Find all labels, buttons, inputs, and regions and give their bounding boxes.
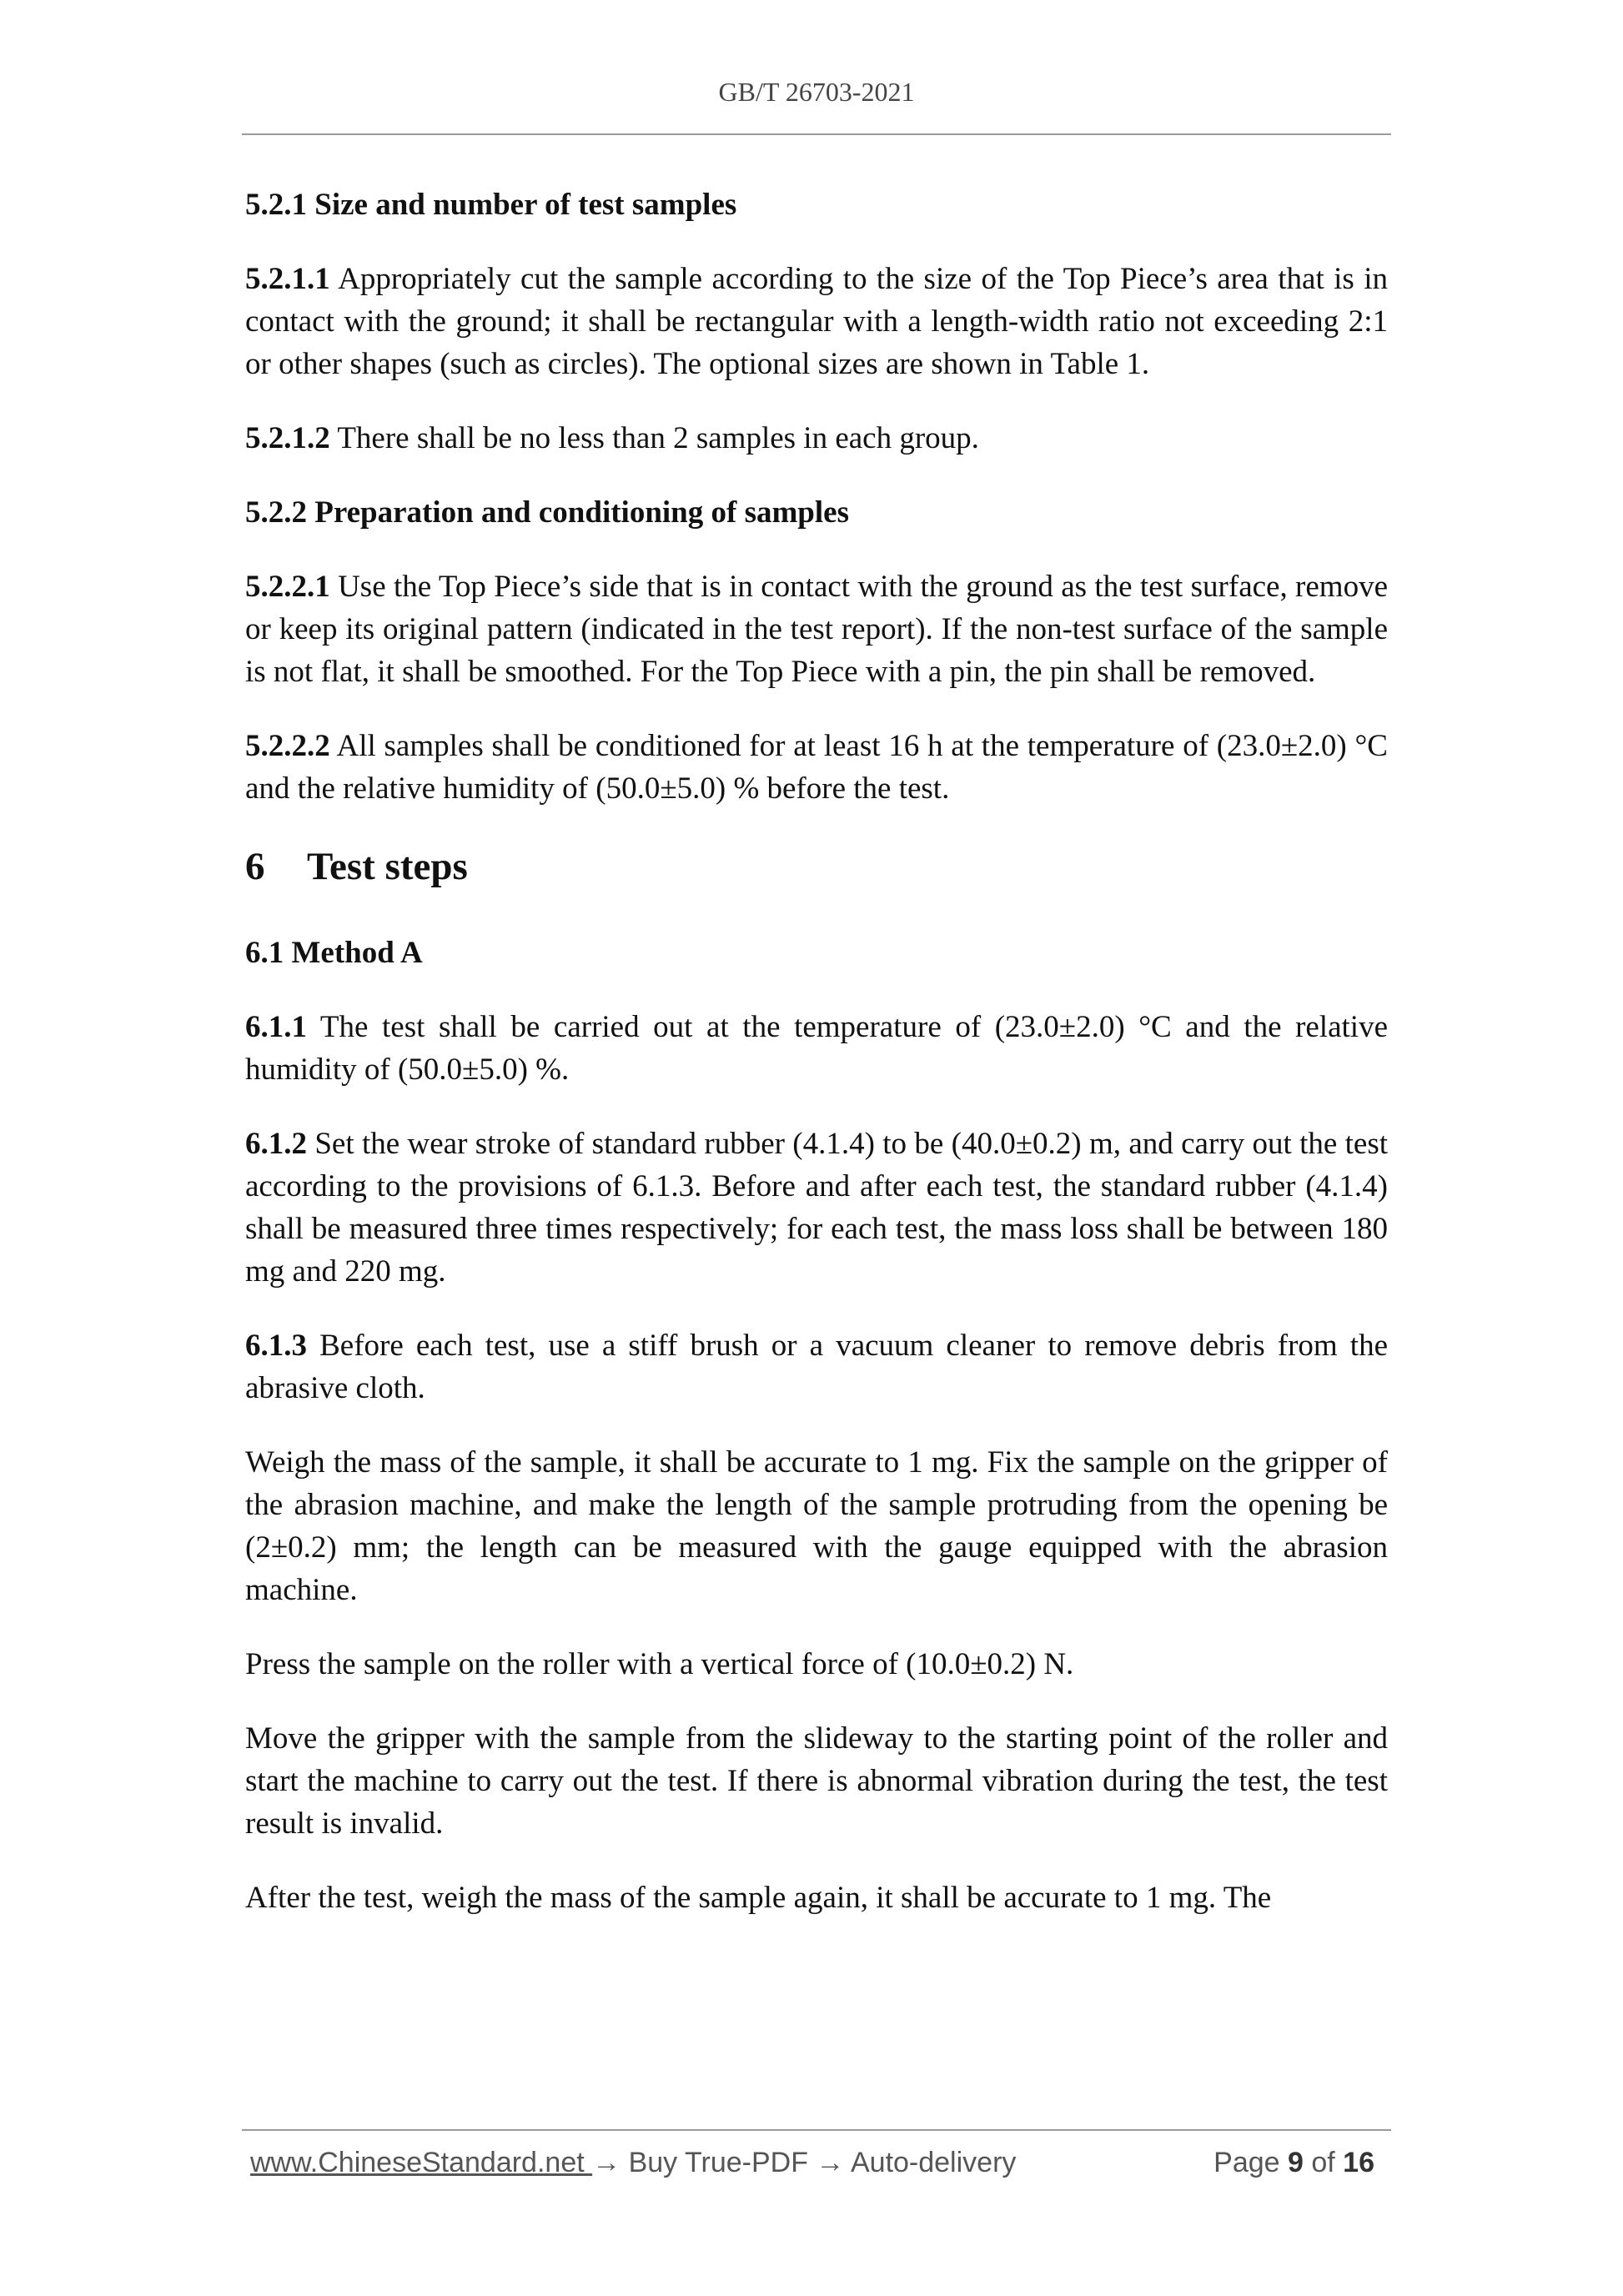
chapter-number: 6 <box>245 845 265 888</box>
clause-5-2-2-1 <box>245 565 1388 693</box>
page-body <box>245 183 1388 1951</box>
paragraph-after: After the test, weigh the mass of the sample again, it shall be accurate to 1 mg. The <box>245 1881 1272 1915</box>
page-footer <box>250 2147 1384 2179</box>
clause-5-2-1-2 <box>245 417 1388 460</box>
clause-number: 5.2.1.1 <box>245 262 330 296</box>
promo-text: → Buy True-PDF → Auto-delivery <box>592 2147 1017 2178</box>
clause-text: Use the Top Piece’s side that is in contact with the ground as the test surface, remove or keep its original pattern (indicated in the test report). If the non-test surface of the sample is not flat, it shall be smoothed. For the Top Piece with a pin, the pin shall be removed. <box>245 570 1388 689</box>
chapter-title: Test steps <box>307 845 468 888</box>
heading-5-2-1: 5.2.1 Size and number of test samples <box>245 188 737 222</box>
clause-number: 5.2.1.2 <box>245 421 330 455</box>
site-link[interactable]: www.ChineseStandard.net <box>250 2147 593 2178</box>
clause-number: 5.2.2.2 <box>245 729 330 763</box>
clause-5-2-2-2 <box>245 725 1388 810</box>
header-divider <box>242 133 1391 135</box>
clause-6-1-3 <box>245 1324 1388 1409</box>
clause-text: Before each test, use a stiff brush or a vacuum cleaner to remove debris from the abrasive cloth. <box>245 1329 1388 1405</box>
clause-text: Set the wear stroke of standard rubber (4.1.4) to be (40.0±0.2) m, and carry out the test according to the provisions of 6.1.3. Before and after each test, the standard rubber (4.1.4) shall be measured three times respectively; for each test, the mass loss shall be between 180 mg and 220 mg. <box>245 1127 1388 1289</box>
clause-text: There shall be no less than 2 samples in each group. <box>329 421 979 455</box>
clause-number: 6.1.1 <box>245 1010 307 1044</box>
running-header: GB/T 26703-2021 <box>718 77 915 107</box>
page-label: Page <box>1213 2147 1288 2178</box>
clause-number: 5.2.2.1 <box>245 570 330 604</box>
clause-6-1-1 <box>245 1006 1388 1091</box>
clause-text: The test shall be carried out at the temperature of (23.0±2.0) °C and the relative humidity of (50.0±5.0) %. <box>245 1010 1388 1087</box>
paragraph-press: Press the sample on the roller with a vertical force of (10.0±0.2) N. <box>245 1647 1074 1681</box>
page-number: 9 <box>1288 2147 1304 2178</box>
page-indicator <box>1213 2147 1374 2179</box>
page-total: 16 <box>1343 2147 1374 2178</box>
clause-number: 6.1.3 <box>245 1329 307 1363</box>
footer-divider <box>242 2129 1391 2131</box>
paragraph-weigh: Weigh the mass of the sample, it shall be accurate to 1 mg. Fix the sample on the gripper of the abrasion machine, and make the length of the sample protruding from the opening be (2±0.2) mm; the length can be measured with the gauge equipped with the abrasion machine. <box>245 1445 1388 1607</box>
of-label: of <box>1303 2147 1344 2178</box>
clause-5-2-1-1 <box>245 258 1388 385</box>
clause-text: All samples shall be conditioned for at least 16 h at the temperature of (23.0±2.0) °C and the relative humidity of (50.0±5.0) % before the test. <box>245 729 1388 806</box>
clause-number: 6.1.2 <box>245 1127 307 1161</box>
paragraph-move: Move the gripper with the sample from the slideway to the starting point of the roller and start the machine to carry out the test. If there is abnormal vibration during the test, the test result is invalid. <box>245 1721 1388 1841</box>
heading-5-2-2: 5.2.2 Preparation and conditioning of samples <box>245 495 849 530</box>
heading-6-1: 6.1 Method A <box>245 936 423 970</box>
clause-text: Appropriately cut the sample according to the size of the Top Piece’s area that is in contact with the ground; it shall be rectangular with a length-width ratio not exceeding 2:1 or other shapes (such as circles). The optional sizes are shown in Table 1. <box>245 262 1388 381</box>
clause-6-1-2 <box>245 1123 1388 1293</box>
chapter-heading-6 <box>245 842 1388 892</box>
